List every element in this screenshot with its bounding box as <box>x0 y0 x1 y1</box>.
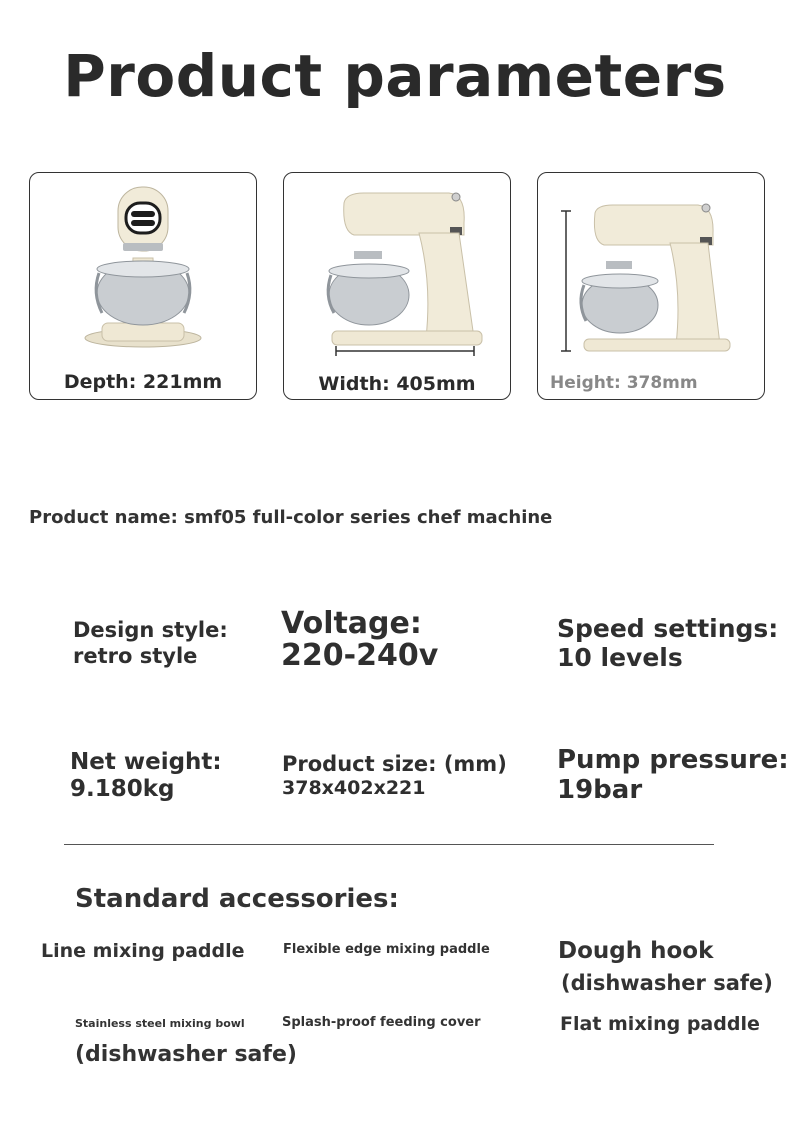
weight-label: Net weight: <box>70 749 222 775</box>
bowl-item: Stainless steel mixing bowl <box>75 1017 245 1030</box>
flat-paddle-item: Flat mixing paddle <box>560 1013 760 1035</box>
design-style-value: retro style <box>73 644 198 669</box>
pump-spec <box>557 746 789 806</box>
page-title: Product parameters <box>63 42 727 110</box>
speed-spec <box>557 614 778 672</box>
design-style-spec <box>73 617 228 670</box>
width-label: Width: 405mm <box>318 373 476 395</box>
voltage-spec <box>281 608 438 673</box>
voltage-value: 220-240v <box>281 638 439 674</box>
depth-label: Depth: 221mm <box>63 371 223 393</box>
dough-hook-note: (dishwasher safe) <box>561 971 773 995</box>
height-label: Height: 378mm <box>550 373 698 393</box>
mixer-side-image <box>284 173 510 363</box>
accessories-heading: Standard accessories: <box>75 884 399 914</box>
pump-label: Pump pressure: <box>557 745 789 775</box>
weight-value: 9.180kg <box>70 776 175 803</box>
mixer-side-height-image <box>538 173 764 363</box>
flex-paddle-item: Flexible edge mixing paddle <box>283 942 490 957</box>
design-style-label: Design style: <box>73 618 228 642</box>
line-paddle-item: Line mixing paddle <box>41 940 245 962</box>
bowl-note: (dishwasher safe) <box>75 1042 297 1067</box>
voltage-label: Voltage: <box>281 606 422 641</box>
width-card <box>283 172 511 400</box>
speed-value: 10 levels <box>557 643 683 672</box>
pump-value: 19bar <box>557 774 643 805</box>
size-value: 378x402x221 <box>282 776 426 799</box>
product-name: Product name: smf05 full-color series chef machine <box>29 507 553 528</box>
size-spec <box>282 752 507 799</box>
weight-spec <box>70 749 222 803</box>
dough-hook-item: Dough hook <box>558 938 714 964</box>
depth-card <box>29 172 257 400</box>
height-card <box>537 172 765 400</box>
divider <box>64 844 714 845</box>
splash-cover-item: Splash-proof feeding cover <box>282 1015 481 1030</box>
mixer-front-image <box>30 173 256 363</box>
speed-label: Speed settings: <box>557 614 779 643</box>
size-label: Product size: (mm) <box>282 752 507 776</box>
